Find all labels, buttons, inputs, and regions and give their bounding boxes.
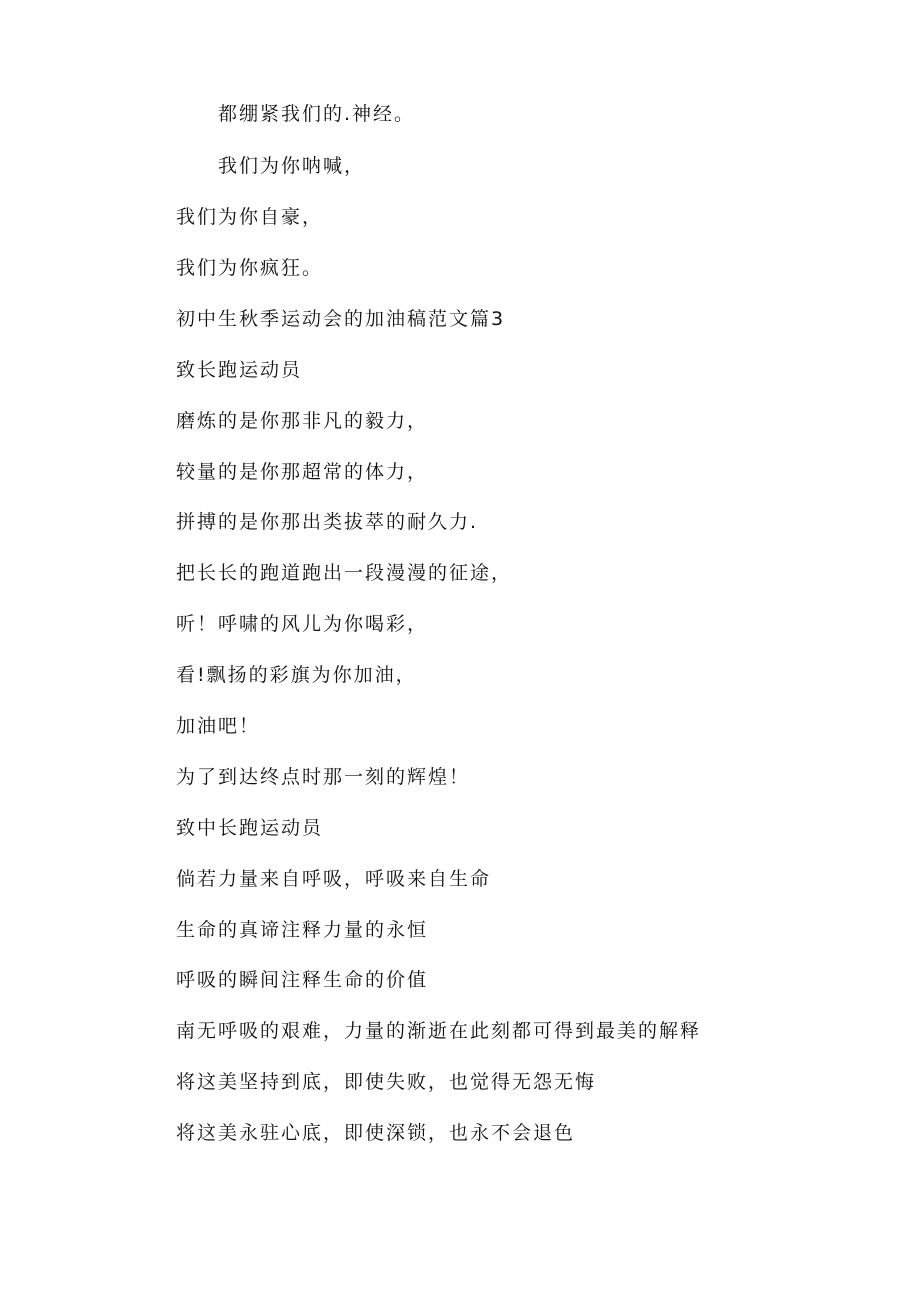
text-line: 我们为你自豪， bbox=[176, 206, 324, 228]
text-line: 拼搏的是你那出类拔萃的耐久力. bbox=[176, 511, 479, 533]
text-line: 为了到达终点时那一刻的辉煌！ bbox=[176, 766, 471, 788]
text-line: 南无呼吸的艰难，力量的渐逝在此刻都可得到最美的解释 bbox=[176, 1020, 702, 1042]
text-line: 把长长的跑道跑出一段漫漫的征途， bbox=[176, 562, 513, 584]
text-line: 呼吸的瞬间注释生命的价值 bbox=[176, 969, 429, 991]
text-line: 看!飘扬的彩旗为你加油， bbox=[176, 664, 417, 686]
text-line: 我们为你疯狂。 bbox=[176, 257, 324, 279]
text-line: 听！呼啸的风儿为你喝彩， bbox=[176, 613, 429, 635]
text-line: 我们为你呐喊， bbox=[218, 155, 366, 177]
text-line: 较量的是你那超常的体力， bbox=[176, 461, 429, 483]
text-line: 加油吧！ bbox=[176, 715, 261, 737]
text-line: 将这美永驻心底，即使深锁，也永不会退色 bbox=[176, 1122, 576, 1144]
poem-title: 致中长跑运动员 bbox=[176, 817, 324, 839]
text-line: 生命的真谛注释力量的永恒 bbox=[176, 919, 429, 941]
poem-title: 致长跑运动员 bbox=[176, 359, 303, 381]
section-heading: 初中生秋季运动会的加油稿范文篇3 bbox=[176, 308, 506, 330]
text-line: 倘若力量来自呼吸，呼吸来自生命 bbox=[176, 868, 492, 890]
text-line: 将这美坚持到底，即使失败，也觉得无怨无悔 bbox=[176, 1071, 597, 1093]
text-line: 都绷紧我们的.神经。 bbox=[218, 103, 416, 125]
text-line: 磨炼的是你那非凡的毅力， bbox=[176, 410, 429, 432]
